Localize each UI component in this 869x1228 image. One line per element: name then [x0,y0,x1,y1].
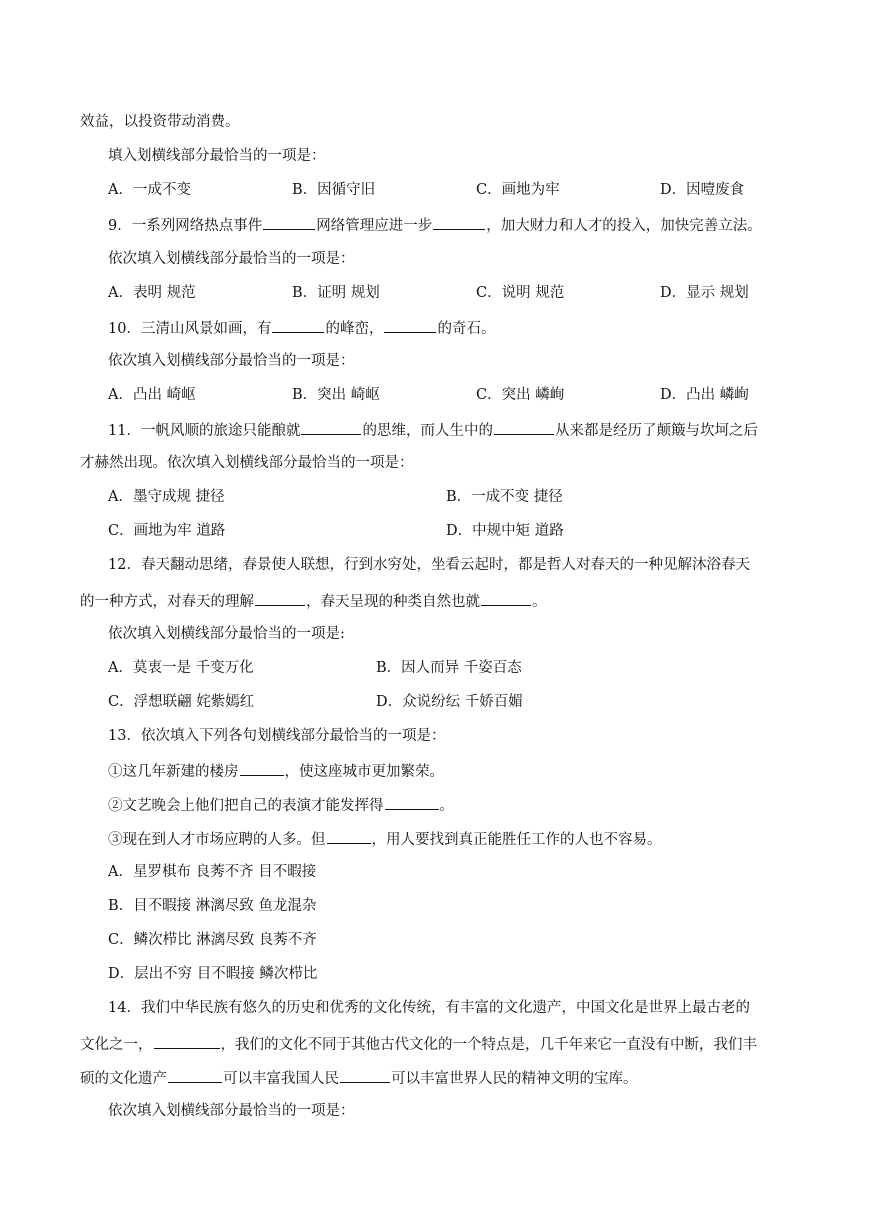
option-a: A．一成不变 [108,182,191,198]
fill-blank [433,214,485,230]
text-line: 效益，以投资带动消费。 [80,114,240,130]
option-d: D．众说纷纭 千娇百媚 [376,694,523,710]
fill-blank [481,590,531,606]
option-c: C．浮想联翩 姹紫嫣红 [108,694,255,710]
text-line: 才赫然出现。依次填入划横线部分最恰当的一项是： [80,455,414,471]
fill-blank [384,317,436,333]
option-a: A．星罗棋布 良莠不齐 目不暇接 [108,864,317,880]
option-d: D．凸出 嶙峋 [660,387,749,403]
text-span: ，我们的文化不同于其他古代文化的一个特点是，几千年来它一直没有中断，我们丰 [220,1037,757,1053]
question-14-cont [80,1067,638,1089]
text-line: 依次填入划横线部分最恰当的一项是： [108,353,355,369]
text-span: 可以丰富世界人民的精神文明的宝库。 [391,1071,638,1087]
text-span: 。 [532,594,547,610]
text-span: 9．一系列网络热点事件 [108,218,263,234]
question-10 [108,317,495,339]
text-line: 依次填入划横线部分最恰当的一项是： [108,1103,355,1119]
fill-blank [168,1067,222,1083]
text-line: 13．依次填入下列各句划横线部分最恰当的一项是： [108,728,446,744]
text-span: ，加大财力和人才的投入，加快完善立法。 [486,218,762,234]
option-d: D．因噎废食 [660,182,745,198]
option-b: B．一成不变 捷径 [446,489,563,505]
text-line: 依次填入划横线部分最恰当的一项是: [108,626,345,642]
sentence-1 [108,760,444,782]
text-line: 填入划横线部分最恰当的一项是： [108,148,326,164]
text-span: ①这几年新建的楼房 [108,764,239,780]
text-span: 文化之一， [80,1037,153,1053]
fill-blank [272,317,324,333]
option-d: D．中规中矩 道路 [446,523,564,539]
fill-blank [385,794,439,810]
text-span: 的一种方式，对春天的理解 [80,594,254,610]
fill-blank [494,419,554,435]
option-d: D．显示 规划 [660,285,749,301]
option-b: B．突出 崎岖 [292,387,380,403]
text-span: 的峰峦， [325,321,384,337]
text-span: ，用人要找到真正能胜任工作的人也不容易。 [371,832,662,848]
text-span: 11．一帆风顺的旅途只能酿就 [108,423,301,439]
question-11 [108,419,758,441]
option-c: C．突出 嶙峋 [476,387,565,403]
fill-blank [301,419,361,435]
text-span: 10．三清山风景如画，有 [108,321,272,337]
question-14-cont [80,1033,757,1055]
text-span: 硕的文化遗产 [80,1071,167,1087]
text-span: 可以丰富我国人民 [223,1071,339,1087]
text-span: 。 [439,798,454,814]
text-span: 的奇石。 [437,321,496,337]
option-a: A．凸出 崎岖 [108,387,196,403]
option-a: A．墨守成规 捷径 [108,489,225,505]
question-9 [108,214,762,236]
text-span: 的思维，而人生中的 [362,423,493,439]
text-line: 12．春天翻动思绪，春景使人联想，行到水穷处，坐看云起时，都是哲人对春天的一种见解沐浴春天 [108,557,750,573]
sentence-2 [108,794,454,816]
text-span: ③现在到人才市场应聘的人多。但 [108,832,326,848]
text-span: 网络管理应进一步 [316,218,433,234]
option-b: B．目不暇接 淋漓尽致 鱼龙混杂 [108,898,317,914]
option-c: C．画地为牢 道路 [108,523,226,539]
fill-blank [154,1033,220,1049]
question-12-cont [80,590,547,612]
fill-blank [240,760,284,776]
option-c: C．画地为牢 [476,182,560,198]
text-span: ，使这座城市更加繁荣。 [284,764,444,780]
text-line: 14．我们中华民族有悠久的历史和优秀的文化传统，有丰富的文化遗产，中国文化是世界上最古老的 [108,1000,750,1016]
option-d: D．层出不穷 目不暇接 鳞次栉比 [108,966,318,982]
text-span: ，春天呈现的种类自然也就 [306,594,480,610]
fill-blank [327,828,371,844]
fill-blank [255,590,305,606]
option-c: C．鳞次栉比 淋漓尽致 良莠不齐 [108,932,317,948]
text-span: 从来都是经历了颠簸与坎坷之后 [554,423,758,439]
option-b: B．因循守旧 [292,182,376,198]
option-c: C．说明 规范 [476,285,565,301]
text-line: 依次填入划横线部分最恰当的一项是： [108,251,355,267]
text-span: ②文艺晚会上他们把自己的表演才能发挥得 [108,798,384,814]
fill-blank [263,214,315,230]
option-b: B．证明 规划 [292,285,380,301]
fill-blank [340,1067,390,1083]
sentence-3 [108,828,662,850]
option-a: A．莫衷一是 千变万化 [108,660,254,676]
option-a: A．表明 规范 [108,285,196,301]
option-b: B．因人而异 千姿百态 [376,660,522,676]
